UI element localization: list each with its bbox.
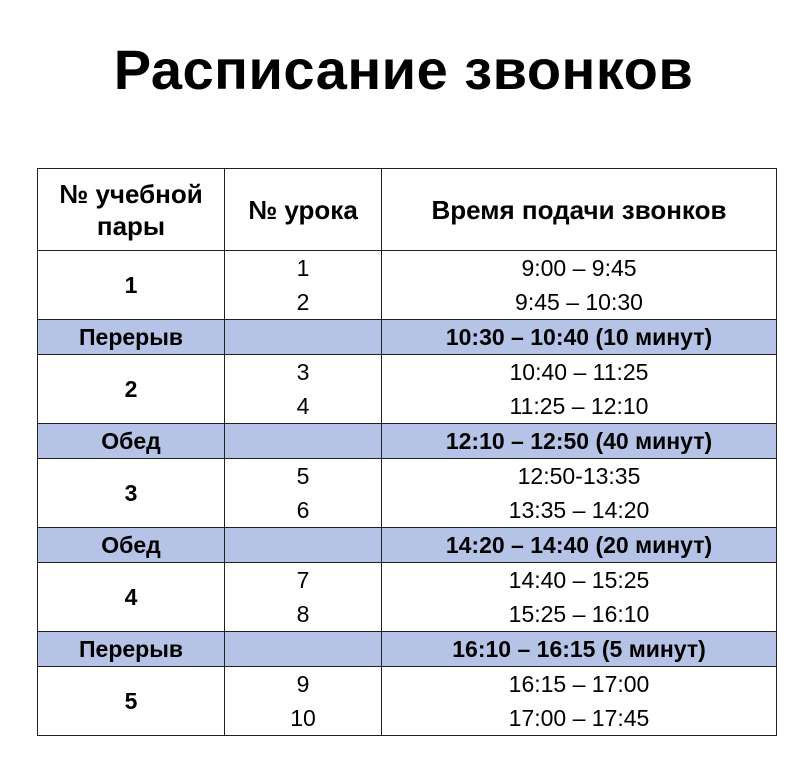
pair-number: 4 [38, 563, 225, 632]
lesson-times [382, 459, 777, 528]
header-bell-times: Время подачи звонков [382, 169, 777, 251]
break-empty-cell [225, 632, 382, 667]
table-row-pair-2 [38, 355, 777, 424]
lesson-time: 17:00 – 17:45 [508, 705, 650, 731]
lesson-number: 2 [296, 289, 310, 315]
lesson-time: 15:25 – 16:10 [508, 601, 650, 627]
table-row-pair-1 [38, 251, 777, 320]
lesson-time: 10:40 – 11:25 [509, 359, 649, 385]
lesson-time: 9:45 – 10:30 [515, 289, 643, 315]
break-label: Перерыв [38, 320, 225, 355]
table-row-break [38, 320, 777, 355]
pair-number: 2 [38, 355, 225, 424]
lesson-time: 11:25 – 12:10 [509, 393, 649, 419]
lesson-time: 12:50-13:35 [517, 463, 641, 489]
table-row-lunch [38, 424, 777, 459]
lesson-time: 16:15 – 17:00 [508, 671, 650, 697]
lesson-number: 9 [296, 671, 310, 697]
break-time: 16:10 – 16:15 (5 минут) [382, 632, 777, 667]
break-time: 12:10 – 12:50 (40 минут) [382, 424, 777, 459]
lesson-numbers [225, 667, 382, 736]
lesson-number: 7 [296, 567, 310, 593]
break-label: Перерыв [38, 632, 225, 667]
break-empty-cell [225, 320, 382, 355]
header-lesson-number: № урока [225, 169, 382, 251]
break-label: Обед [38, 528, 225, 563]
pair-number: 3 [38, 459, 225, 528]
lesson-times [382, 251, 777, 320]
break-empty-cell [225, 424, 382, 459]
break-empty-cell [225, 528, 382, 563]
bell-schedule-table [37, 168, 777, 736]
lesson-number: 4 [296, 393, 310, 419]
page-title: Расписание звонков [113, 38, 694, 101]
table-header-row [38, 169, 777, 251]
lesson-number: 5 [296, 463, 310, 489]
lesson-number: 6 [296, 497, 310, 523]
lesson-numbers [225, 459, 382, 528]
lesson-times [382, 667, 777, 736]
lesson-number: 1 [296, 255, 310, 281]
header-pair-number: № учебной пары [38, 169, 225, 251]
lesson-number: 10 [290, 705, 316, 731]
lesson-number: 8 [296, 601, 310, 627]
lesson-number: 3 [296, 359, 310, 385]
table-row-lunch [38, 528, 777, 563]
lesson-time: 9:00 – 9:45 [521, 255, 637, 281]
lesson-times [382, 563, 777, 632]
pair-number: 5 [38, 667, 225, 736]
lesson-time: 14:40 – 15:25 [508, 567, 650, 593]
table-row-break [38, 632, 777, 667]
break-label: Обед [38, 424, 225, 459]
lesson-numbers [225, 355, 382, 424]
break-time: 14:20 – 14:40 (20 минут) [382, 528, 777, 563]
pair-number: 1 [38, 251, 225, 320]
table-row-pair-5 [38, 667, 777, 736]
lesson-times [382, 355, 777, 424]
lesson-numbers [225, 563, 382, 632]
table-row-pair-3 [38, 459, 777, 528]
lesson-numbers [225, 251, 382, 320]
break-time: 10:30 – 10:40 (10 минут) [382, 320, 777, 355]
lesson-time: 13:35 – 14:20 [508, 497, 650, 523]
table-row-pair-4 [38, 563, 777, 632]
